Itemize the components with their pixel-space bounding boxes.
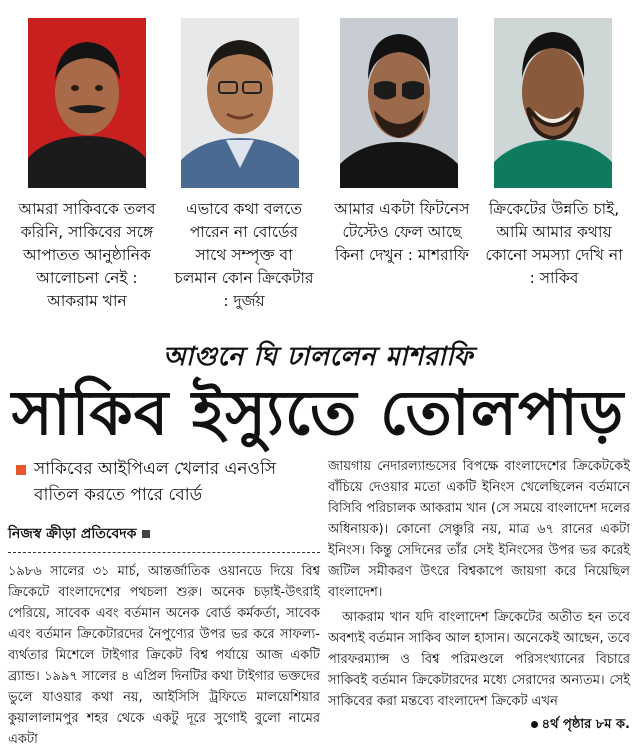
photo-shakib: [494, 18, 612, 188]
akram-khan-portrait: [28, 18, 146, 188]
continued-text: ৪র্থ পৃষ্ঠার ৮ম ক.: [541, 717, 630, 732]
byline: [8, 522, 320, 546]
caption-mashrafe: আমার একটা ফিটনেস টেস্টেও ফেল আছে কিনা দেখুন : মাশরাফি: [334, 200, 470, 264]
left-column: [8, 456, 320, 750]
caption-akram-khan: আমরা সাকিবকে তলব করিনি, সাকিবের সঙ্গে আপাতত আনুষ্ঠানিক আলোচনা নেই : আকরাম খান: [18, 200, 156, 310]
kicker-headline: আগুনে ঘি ঢাললেন মাশরাফি: [162, 342, 474, 372]
article-body-left: ১৯৮৬ সালের ৩১ মার্চ, আন্তর্জাতিক ওয়ানডে দিয়ে বিশ্ব ক্রিকেটে বাংলাদেশের পথচলা শুরু। অনেক চড়াই-উৎরাই পেরিয়ে, সাবেক এবং বর্তমান অনেক বোর্ড কর্মকর্তা, সাবেক এবং বর্তমান ক্রিকেটারদের নৈপুণ্যের উপর ভর করে সাফল্য-ব্যর্থতার মিশেলে টাইগার ক্রিকেট বিশ্ব পর্যায়ে আজ একটি ব্র্যান্ড। ১৯৯৭ সালের ৪ এপ্রিল দিনটির কথা টাইগার ভক্তদের ভুলে যাওয়ার কথা নয়, আইসিসি ট্রফিতে মালয়েশিয়ার কুয়ালালামপুর শহর থেকে একটু দূরে সুগোই বুলো নামের একটা: [8, 564, 320, 747]
shakib-portrait: [494, 18, 612, 188]
photo-captions: [0, 192, 636, 332]
right-column: [328, 456, 630, 735]
durjoy-portrait: [181, 18, 299, 188]
photo-durjoy: [181, 18, 299, 188]
continued-note: [328, 714, 630, 735]
bullet-square-icon: [16, 465, 26, 475]
caption-durjoy: এভাবে কথা বলতে পারেন না বোর্ডের সাথে সম্পৃক্ত বা চলমান কোন ক্রিকেটার : দুর্জয়: [174, 200, 314, 310]
main-headline: সাকিব ইস্যুতে তোলপাড়: [11, 376, 625, 449]
byline-text: নিজস্ব ক্রীড়া প্রতিবেদক: [8, 526, 137, 542]
photo-row: [0, 0, 636, 192]
photo-mashrafe: [340, 18, 458, 188]
subheadline-text: সাকিবের আইপিএল খেলার এনওসি বাতিল করতে পারে বোর্ড: [34, 459, 277, 505]
photo-akram-khan: [28, 18, 146, 188]
caption-shakib: ক্রিকেটের উন্নতি চাই, আমি আমার কথায় কোনো সমস্যা দেখি না : সাকিব: [485, 200, 623, 287]
dashed-divider: [8, 552, 320, 553]
mashrafe-portrait: [340, 18, 458, 188]
article-paragraph: জায়গায় নেদারল্যান্ডসের বিপক্ষে বাংলাদেশের ক্রিকেটকেই বাঁচিয়ে দেওয়ার মতো একটি ইনিংস খেলেছিলেন বর্তমানে বিসিবি পরিচালক আকরাম খান (সে সময়ে বাংলাদেশ দলের অধিনায়ক)। কোনো সেঞ্চুরি নয়, মাত্র ৬৭ রানের একটা ইনিংস। কিন্তু সেদিনের তাঁর সেই ইনিংসের উপর ভর করেই জটিল সমীকরণ উৎরে বিশ্বকাপে জায়গা করে নিয়েছিল বাংলাদেশ।: [328, 459, 630, 600]
article-paragraph: আকরাম খান যদি বাংলাদেশ ক্রিকেটের অতীত হন তবে অবশ্যই বর্তমান সাকিব আল হাসান। অনেকেই আছেন, তবে পারফরম্যান্স ও বিশ্ব পরিমণ্ডলে পরিসংখ্যানের বিচারে সাকিবই বর্তমান ক্রিকেটারদের মধ্যে সেরাদের অন্যতম। সেই সাকিবের করা মন্তব্যে বাংলাদেশ ক্রিকেট এখন: [328, 610, 630, 709]
bullet-dot-icon: [531, 721, 538, 728]
byline-square-icon: [142, 530, 150, 538]
subheadline: [8, 456, 320, 508]
